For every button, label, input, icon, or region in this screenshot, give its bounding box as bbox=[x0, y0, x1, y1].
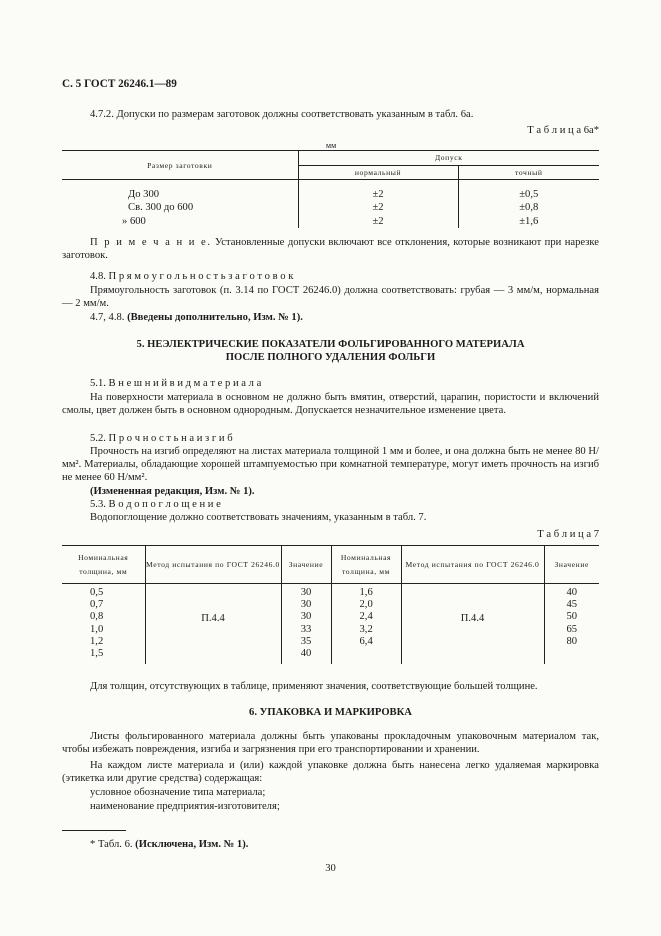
table-7-header-method: Метод испытания по ГОСТ 26246.0 bbox=[145, 546, 281, 584]
section-5-1-text: На поверхности материала в основном не должно быть вмятин, отверстий, царапин, пористости и включений смолы, цвет должен быть в основном однородным. Допускается незначительное изменение цвета. bbox=[62, 392, 599, 417]
table-7-note: Для толщин, отсутствующих в таблице, применяют значения, соответствующие большей толщине. bbox=[90, 681, 538, 692]
page-number: 30 bbox=[325, 863, 336, 874]
table-6a-header-tolerance: Допуск bbox=[298, 151, 599, 166]
table-7-right-thickness: 1,6 2,0 2,4 3,2 6,4 bbox=[331, 584, 401, 664]
paragraph-4-7-2: 4.7.2. Допуски по размерам заготовок должны соответствовать указанным в табл. 6а. bbox=[90, 109, 474, 120]
table-row bbox=[62, 584, 599, 664]
page-header: С. 5 ГОСТ 26246.1—89 bbox=[62, 78, 177, 90]
table-6a-header-exact: точный bbox=[458, 166, 599, 180]
amendment-note-5-2: (Измененная редакция, Изм. № 1). bbox=[90, 486, 255, 497]
section-6-paragraph-3: условное обозначение типа материала; bbox=[90, 787, 266, 798]
table-row: » 600 ±2 ±1,6 bbox=[62, 214, 599, 228]
table-row: До 300 ±2 ±0,5 bbox=[62, 188, 599, 201]
section-6-paragraph-1: Листы фольгированного материала должны быть упакованы прокладочным упаковочным материалом так, чтобы избежать повреждения, изгиба и загрязнения при его транспортировании и хранении. bbox=[62, 731, 599, 756]
table-7-right-values: 40 45 50 65 80 bbox=[544, 584, 599, 664]
amendment-note-4-7-4-8: 4.7, 4.8. (Введены дополнительно, Изм. № 1). bbox=[90, 312, 303, 323]
section-5-3-text: Водопоглощение должно соответствовать значениям, указанным в табл. 7. bbox=[90, 512, 427, 523]
table-7-header-value: Значение bbox=[281, 546, 331, 584]
table-7-left-method: П.4.4 bbox=[145, 584, 281, 664]
table-6a-note: П р и м е ч а н и е. Установленные допуски включают все отклонения, которые возникают при нарезке заготовок. bbox=[62, 237, 599, 262]
section-5-1-title: 5.1. В н е ш н и й в и д м а т е р и а л а bbox=[90, 378, 262, 389]
table-7-header-value-2: Значение bbox=[544, 546, 599, 584]
table-7-left-values: 30 30 30 33 35 40 bbox=[281, 584, 331, 664]
footnote-divider bbox=[62, 830, 126, 831]
table-row: Св. 300 до 600 ±2 ±0,8 bbox=[62, 201, 599, 214]
section-5-title-line-1: 5. НЕЭЛЕКТРИЧЕСКИЕ ПОКАЗАТЕЛИ ФОЛЬГИРОВАННОГО МАТЕРИАЛА bbox=[136, 339, 525, 350]
table-6a-caption: Т а б л и ц а 6а* bbox=[527, 125, 599, 136]
table-7 bbox=[62, 545, 599, 664]
section-5-title-line-2: ПОСЛЕ ПОЛНОГО УДАЛЕНИЯ ФОЛЬГИ bbox=[225, 352, 436, 363]
table-7-header-thickness: Номинальная толщина, мм bbox=[62, 546, 145, 584]
section-4-8-title: 4.8. П р я м о у г о л ь н о с т ь з а г о т о в о к bbox=[90, 271, 294, 282]
table-7-right-method: П.4.4 bbox=[401, 584, 544, 664]
table-7-header-method-2: Метод испытания по ГОСТ 26246.0 bbox=[401, 546, 544, 584]
table-6a-unit: мм bbox=[326, 141, 337, 150]
section-6-paragraph-2: На каждом листе материала и (или) каждой упаковке должна быть нанесена легко удаляемая маркировка (этикетка или другие средства) содержащая: bbox=[62, 760, 599, 785]
section-6-paragraph-4: наименование предприятия-изготовителя; bbox=[90, 801, 280, 812]
table-7-left-thickness: 0,5 0,7 0,8 1,0 1,2 1,5 bbox=[90, 587, 104, 660]
section-5-3-title: 5.3. В о д о п о г л о щ е н и е bbox=[90, 499, 221, 510]
section-6-title: 6. УПАКОВКА И МАРКИРОВКА bbox=[249, 707, 412, 718]
table-6a-header-normal: нормальный bbox=[298, 166, 458, 180]
table-6a-header-size: Размер заготовки bbox=[62, 151, 298, 180]
table-6a bbox=[62, 150, 599, 228]
section-5-2-text: Прочность на изгиб определяют на листах материала толщиной 1 мм и более, и она должна быть не менее 80 Н/мм². Материалы, обладающие хорошей штампуемостью при комнатной температуре, могут иметь прочность на изгиб не менее 60 Н/мм². bbox=[62, 446, 599, 484]
footnote: * Табл. 6. (Исключена, Изм. № 1). bbox=[90, 839, 249, 850]
section-4-8-text: Прямоугольность заготовок (п. 3.14 по ГОСТ 26246.0) должна соответствовать: грубая — 3 мм/м, нормальная — 2 мм/м. bbox=[62, 285, 599, 310]
table-7-caption: Т а б л и ц а 7 bbox=[537, 529, 599, 540]
table-7-header-thickness-2: Номинальная толщина, мм bbox=[331, 546, 401, 584]
section-5-2-title: 5.2. П р о ч н о с т ь н а и з г и б bbox=[90, 433, 233, 444]
